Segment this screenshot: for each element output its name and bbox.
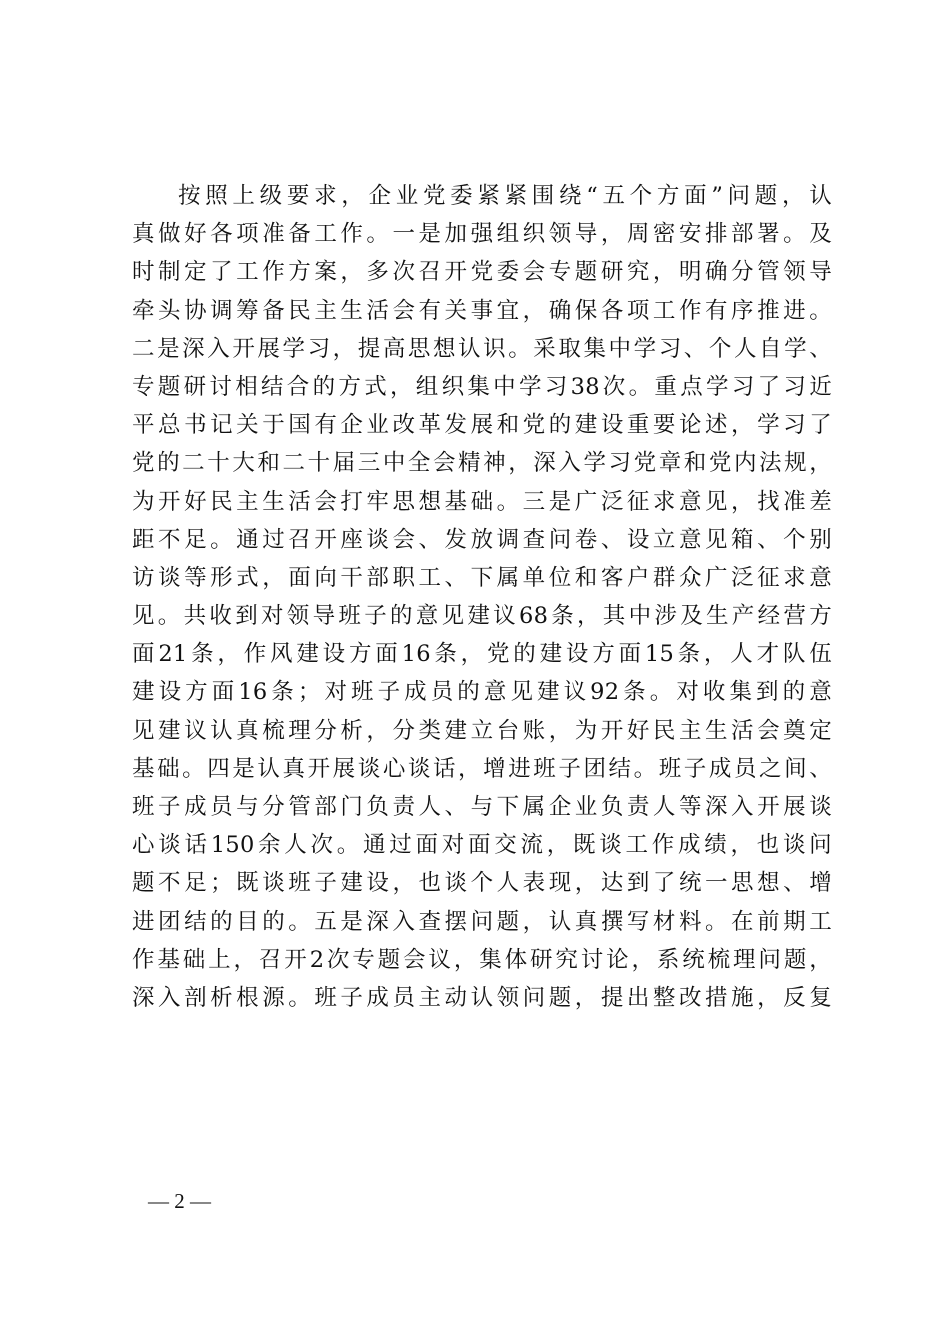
text-line: 二是深入开展学习，提高思想认识。采取集中学习、个人自学、 [132, 335, 832, 362]
text-line: 平总书记关于国有企业改革发展和党的建设重要论述，学习了 [132, 412, 832, 439]
text-line: 党的二十大和二十届三中全会精神，深入学习党章和党内法规， [132, 450, 832, 477]
text-line: 见。共收到对领导班子的意见建议68条，其中涉及生产经营方 [132, 603, 832, 630]
text-line: 作基础上，召开2次专题会议，集体研究讨论，系统梳理问题， [132, 946, 832, 973]
text-line: 面21条，作风建设方面16条，党的建设方面15条，人才队伍 [132, 641, 832, 668]
text-line: 按照上级要求，企业党委紧紧围绕“五个方面”问题，认 [178, 183, 832, 209]
text-line: 距不足。通过召开座谈会、发放调查问卷、设立意见箱、个别 [132, 526, 832, 553]
text-line: 见建议认真梳理分析，分类建立台账，为开好民主生活会奠定 [132, 717, 832, 744]
text-line: 基础。四是认真开展谈心谈话，增进班子团结。班子成员之间、 [132, 755, 832, 782]
text-line: 访谈等形式，面向干部职工、下属单位和客户群众广泛征求意 [132, 564, 832, 591]
text-line: 建设方面16条；对班子成员的意见建议92条。对收集到的意 [132, 679, 832, 706]
text-line: 牵头协调筹备民主生活会有关事宜，确保各项工作有序推进。 [132, 297, 832, 324]
text-line: 班子成员与分管部门负责人、与下属企业负责人等深入开展谈 [132, 794, 832, 820]
body-paragraph [132, 177, 832, 1017]
text-line: 心谈话150余人次。通过面对面交流，既谈工作成绩，也谈问 [132, 832, 832, 859]
text-line: 真做好各项准备工作。一是加强组织领导，周密安排部署。及 [132, 221, 832, 248]
text-line: 题不足；既谈班子建设，也谈个人表现，达到了统一思想、增 [132, 870, 832, 897]
text-line: 时制定了工作方案，多次召开党委会专题研究，明确分管领导 [132, 259, 832, 286]
text-line: 专题研讨相结合的方式，组织集中学习38次。重点学习了习近 [132, 373, 832, 400]
page-number: — 2 — [148, 1189, 211, 1213]
text-line: 为开好民主生活会打牢思想基础。三是广泛征求意见，找准差 [132, 488, 832, 515]
text-line: 进团结的目的。五是深入查摆问题，认真撰写材料。在前期工 [132, 908, 832, 935]
text-line: 深入剖析根源。班子成员主动认领问题，提出整改措施，反复 [132, 984, 832, 1011]
